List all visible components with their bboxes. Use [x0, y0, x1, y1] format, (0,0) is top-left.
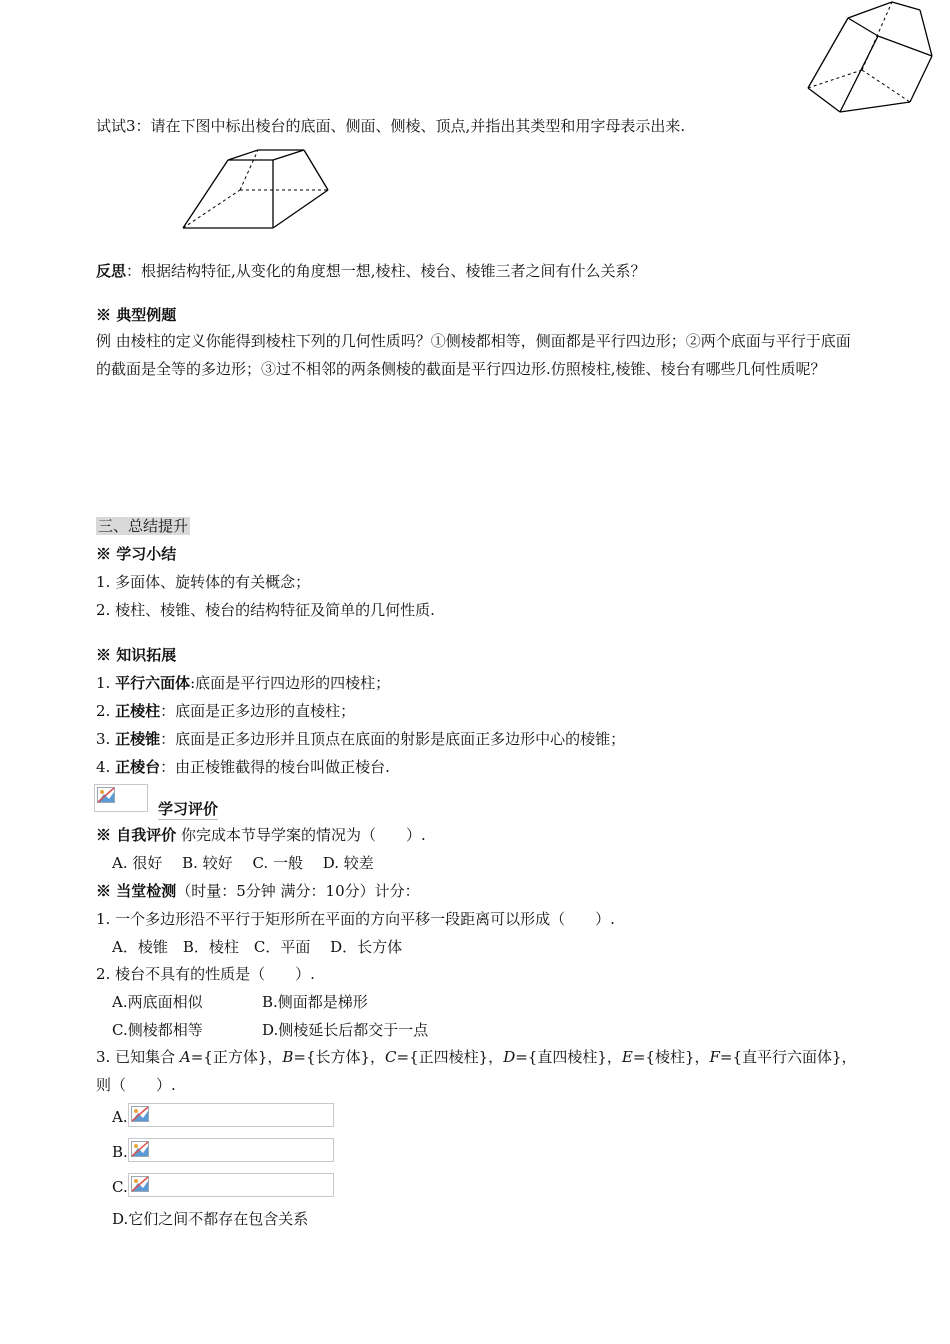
summary-heading: ※ 学习小结: [96, 545, 177, 563]
question-3: 3. 已知集合 A={正方体}，B={长方体}，C={正四棱柱}，D={直四棱柱}，E={棱柱}，F={直平行六面体}，: [96, 1048, 857, 1066]
evaluation-title: 学习评价: [158, 800, 219, 818]
question-1-options: A．棱锥 B．棱柱 C．平面 D．长方体: [112, 938, 403, 956]
prism-figure: [800, 0, 940, 120]
question-2-option-c: C.侧棱都相等: [112, 1021, 203, 1039]
option-b-broken-image-icon: [128, 1138, 334, 1162]
ext-item-3: 3. 正棱锥：底面是正多边形并且顶点在底面的射影是底面正多边形中心的棱锥；: [96, 730, 626, 748]
frustum-figure: [178, 142, 334, 234]
try3-text: 试试3：请在下图中标出棱台的底面、侧面、侧棱、顶点,并指出其类型和用字母表示出来.: [96, 117, 686, 135]
section3-title: 三、总结提升: [98, 517, 189, 535]
option-c-broken-image-icon: [128, 1173, 334, 1197]
ext-item-4: 4. 正棱台：由正棱锥截得的棱台叫做正棱台.: [96, 758, 390, 776]
question-3-line2: 则（ ）.: [96, 1076, 176, 1094]
self-eval-line: ※ 自我评价 你完成本节导学案的情况为（ ）.: [96, 826, 426, 844]
question-2-option-b: B.侧面都是梯形: [262, 993, 368, 1011]
question-3-option-b-label: B.: [112, 1143, 128, 1161]
question-2-option-a: A.两底面相似: [112, 993, 203, 1011]
question-2-option-d: D.侧棱延长后都交于一点: [262, 1021, 429, 1039]
option-a-broken-image-icon: [128, 1103, 334, 1127]
summary-item-1: 1. 多面体、旋转体的有关概念；: [96, 573, 311, 591]
question-2: 2. 棱台不具有的性质是（ ）.: [96, 965, 315, 983]
question-3-option-d: D.它们之间不都存在包含关系: [112, 1210, 309, 1228]
ext-item-2: 2. 正棱柱：底面是正多边形的直棱柱；: [96, 702, 356, 720]
ext-item-1: 1. 平行六面体:底面是平行四边形的四棱柱；: [96, 674, 391, 692]
question-3-option-a-label: A.: [112, 1108, 128, 1126]
ext-heading: ※ 知识拓展: [96, 646, 177, 664]
self-eval-options: A. 很好 B. 较好 C. 一般 D. 较差: [112, 854, 374, 872]
examples-heading: ※ 典型例题: [96, 306, 177, 324]
question-1: 1. 一个多边形沿不平行于矩形所在平面的方向平移一段距离可以形成（ ）.: [96, 910, 615, 928]
test-line: ※ 当堂检测（时量：5分钟 满分：10分）计分：: [96, 882, 420, 900]
broken-image-icon: [94, 784, 148, 812]
reflection-line: [96, 261, 646, 281]
examples-body: 例 由棱柱的定义你能得到棱柱下列的几何性质吗？①侧棱都相等，侧面都是平行四边形；②两个底面与平行于底面的截面是全等的多边形；③过不相邻的两条侧棱的截面是平行四边形.仿照棱柱,棱锥、棱台有哪些几何性质呢？: [96, 332, 851, 378]
reflection-text: ：根据结构特征,从变化的角度想一想,棱柱、棱台、棱锥三者之间有什么关系？: [126, 262, 646, 280]
summary-item-2: 2. 棱柱、棱锥、棱台的结构特征及简单的几何性质.: [96, 601, 435, 619]
reflection-label: 反思: [96, 262, 127, 280]
question-3-option-c-label: C.: [112, 1178, 128, 1196]
